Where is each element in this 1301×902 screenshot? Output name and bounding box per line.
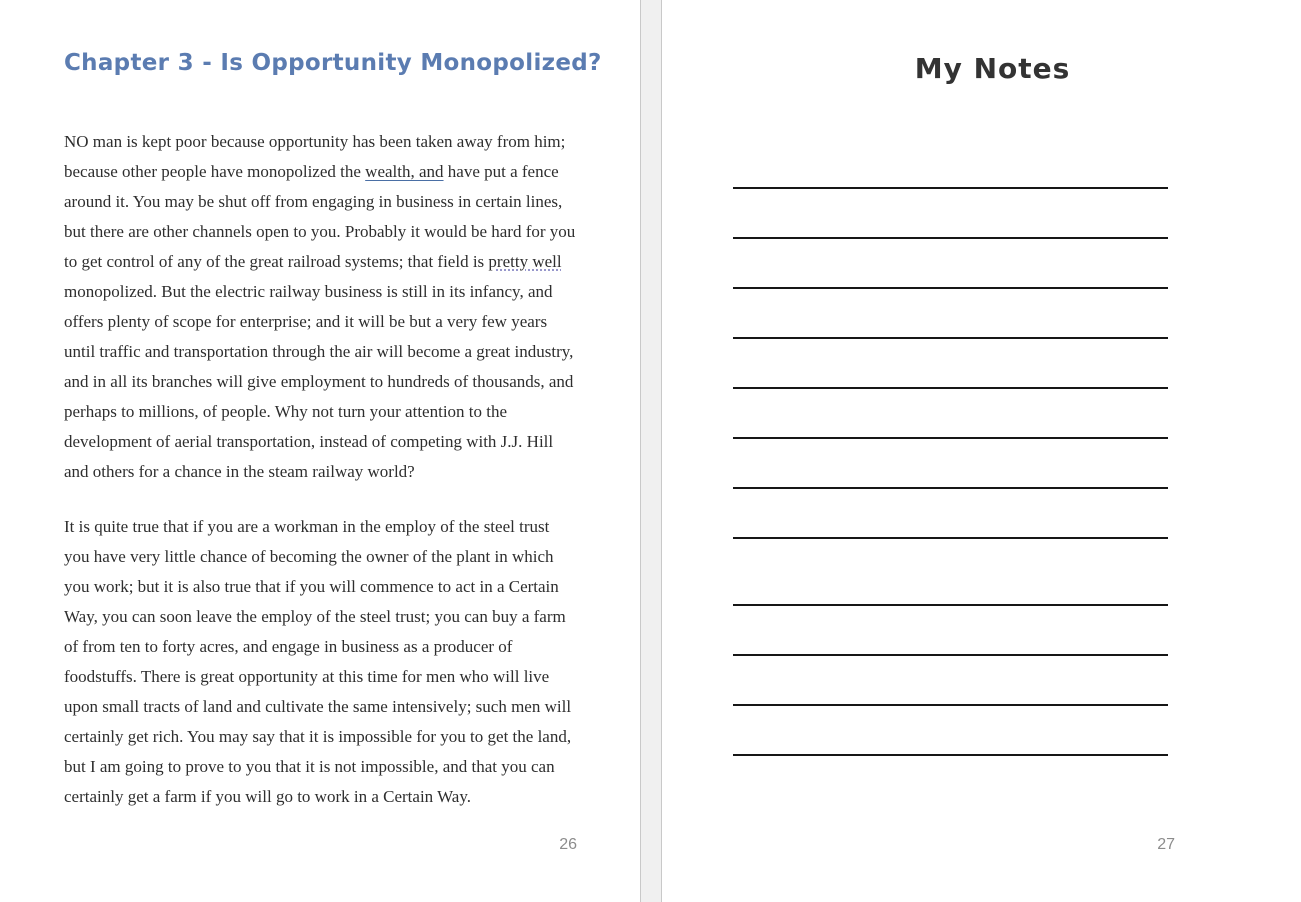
left-page: [0, 0, 640, 902]
text-segment: NO man is kept poor because opportunity has been taken away from him; because other people have monopolized the: [64, 132, 566, 181]
chapter-heading: Chapter 3 - Is Opportunity Monopolized?: [64, 50, 602, 76]
paragraph: [64, 512, 577, 812]
note-line: [733, 337, 1168, 387]
note-line: [733, 487, 1168, 537]
note-line: [733, 287, 1168, 337]
notes-title: My Notes: [914, 52, 1071, 85]
page-number-right: 27: [1157, 836, 1175, 853]
text-segment: monopolized. But the electric railway business is still in its infancy, and offers plenty of scope for enterprise; and it will be but a very few years until traffic and transportation through the air will become a great industry, and in all its branches will give employment to hundreds of thousands, and perhaps to millions, of people. Why not turn your attention to the development of aerial transportation, instead of competing with J.J. Hill and others for a chance in the steam railway world?: [64, 282, 574, 481]
page-number-left: 26: [559, 836, 577, 853]
note-line: [733, 387, 1168, 437]
note-line: [733, 604, 1168, 654]
right-page: [662, 0, 1301, 902]
paragraph: [64, 127, 577, 487]
note-line: [733, 704, 1168, 754]
underlined-text: wealth, and: [365, 162, 444, 181]
chapter-body: [64, 127, 577, 837]
notes-lines: [733, 187, 1168, 804]
note-line: [733, 237, 1168, 287]
dotted-underlined-text: pretty well: [488, 252, 562, 271]
note-line: [733, 437, 1168, 487]
note-line: [733, 187, 1168, 237]
note-line: [733, 754, 1168, 804]
text-segment: It is quite true that if you are a workman in the employ of the steel trust you have very little chance of becoming the owner of the plant in which you work; but it is also true that if you will commence to act in a Certain Way, you can soon leave the employ of the steel trust; you can buy a farm of from ten to forty acres, and engage in business as a producer of foodstuffs. There is great opportunity at this time for men who will live upon small tracts of land and cultivate the same intensively; such men will certainly get rich. You may say that it is impossible for you to get the land, but I am going to prove to you that it is not impossible, and that you can certainly get a farm if you will go to work in a Certain Way.: [64, 517, 572, 806]
note-line: [733, 654, 1168, 704]
note-line: [733, 537, 1168, 604]
text-segment: have put a fence around it. You may be shut off from engaging in business in certain lines, but there are other channels open to you. Probably it would be hard for you to get control of any of the great railroad systems; that field is: [64, 162, 576, 271]
page-gutter: [640, 0, 662, 902]
